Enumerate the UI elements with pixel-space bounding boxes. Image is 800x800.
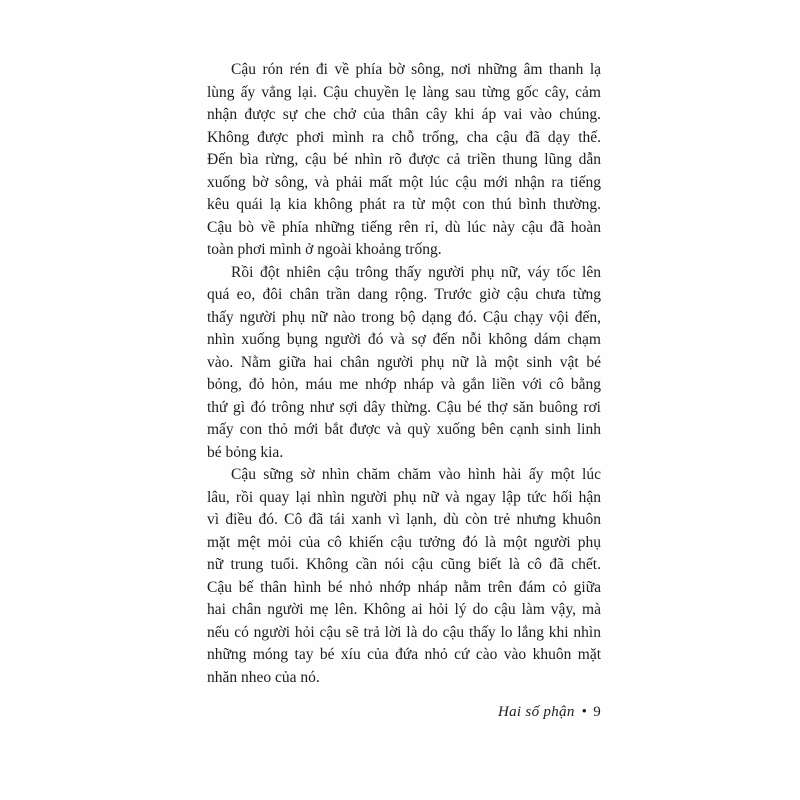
text-line: nhăn nheo của nó. [207, 668, 320, 686]
text-line: hai chân người mẹ lên. Không ai hỏi lý do cậu làm vậy, mà [207, 601, 601, 618]
text-line: thấy người phụ nữ nào trong bộ dạng đó. Cậu chạy vội đến, [207, 308, 601, 326]
paragraph-2 [207, 262, 601, 465]
text-line: Cậu rón rén đi về phía bờ sông, nơi những âm thanh lạ [231, 61, 601, 78]
body-text [207, 59, 601, 689]
text-line: toàn phơi mình ở ngoài khoảng trống. [207, 241, 442, 258]
text-line: Cậu sững sờ nhìn chăm chăm vào hình hài ấy một lúc [231, 466, 601, 483]
text-line: lâu, rồi quay lại nhìn người phụ nữ và ngay lập tức hối hận [207, 488, 601, 506]
text-line: Rồi đột nhiên cậu trông thấy người phụ nữ, váy tốc lên [231, 263, 601, 281]
text-line: Không được phơi mình ra chỗ trống, cha cậu đã dạy thế. [207, 128, 601, 146]
text-line: kêu quái lạ kia không phát ra từ một con thú bình thường. [207, 196, 601, 213]
text-line: vào. Nằm giữa hai chân người phụ nữ là một sinh vật bé [207, 353, 601, 371]
book-title: Hai số phận [497, 704, 575, 720]
text-line: nhìn xuống bụng người đó và sợ đến nỗi không dám chạm [207, 331, 601, 348]
text-line: thứ gì đó trông như sợi dây thừng. Cậu bé thợ săn buông rơi [207, 398, 601, 416]
page-number: 9 [593, 704, 601, 720]
bullet-separator: • [581, 704, 588, 720]
text-line: nữ trung tuổi. Không cần nói cậu cũng biết là cô đã chết. [207, 556, 601, 573]
text-line: mặt mệt mỏi của cô khiến cậu tưởng đó là một người phụ [207, 533, 601, 551]
text-line: bé bỏng kia. [207, 443, 284, 461]
text-line: vì điều đó. Cô đã tái xanh vì lạnh, dù còn trẻ nhưng khuôn [207, 511, 601, 528]
text-line: quá eo, đôi chân trần dang rộng. Trước giờ cậu chưa từng [207, 286, 601, 303]
text-line: xuống bờ sông, và phải mất một lúc cậu mới nhận ra tiếng [207, 173, 601, 191]
text-line: Cậu bế thân hình bé nhỏ nhớp nháp nằm trên đám cỏ giữa [207, 578, 601, 596]
paragraph-3 [207, 464, 601, 689]
text-line: nhận được sự che chở của thân cây khi áp vai vào chúng. [207, 106, 601, 123]
text-line: nếu có người hỏi cậu sẽ trả lời là do cậu thấy lo lắng khi nhìn [207, 623, 601, 641]
text-line: bỏng, đỏ hỏn, máu me nhớp nháp và gắn liền với cô bằng [207, 376, 601, 393]
text-line: những móng tay bé xíu của đứa nhỏ cứ cào vào khuôn mặt [207, 646, 601, 663]
text-line: Cậu bò về phía những tiếng rên rỉ, dù lúc này cậu đã hoàn [207, 218, 601, 236]
text-line: mấy con thỏ mới bắt được và quỳ xuống bên cạnh sinh linh [207, 421, 601, 438]
paragraph-1 [207, 59, 601, 262]
text-line: Đến bìa rừng, cậu bé nhìn rõ được cả triền thung lũng dẫn [207, 151, 601, 168]
text-line: lùng ấy vẳng lại. Cậu chuyền lẹ làng sau từng gốc cây, cảm [207, 83, 601, 101]
running-footer [498, 701, 601, 723]
